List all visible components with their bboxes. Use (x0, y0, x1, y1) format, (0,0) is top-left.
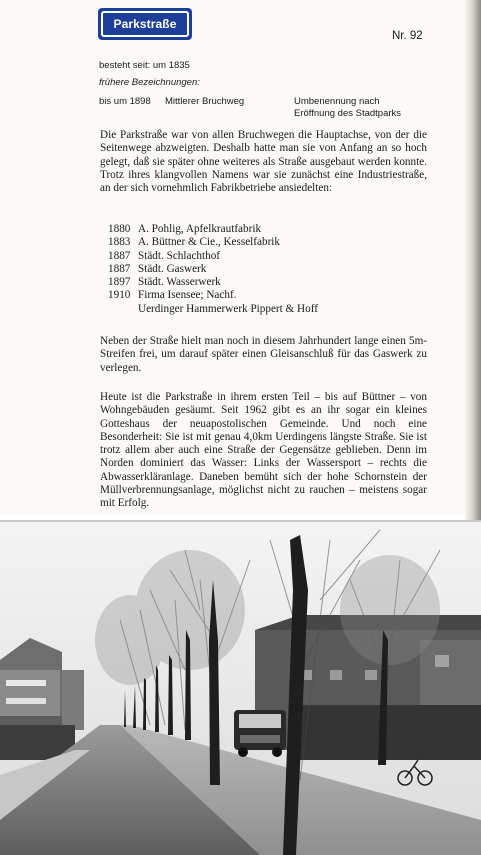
since-line: besteht seit: um 1835 (99, 60, 190, 71)
street-name: Parkstraße (113, 17, 177, 31)
list-item: 1887 Städt. Schlachthof (108, 249, 221, 262)
renaming-line-2: Eröffnung des Stadtparks (294, 108, 402, 119)
list-item-continuation: Uerdinger Hammerwerk Pippert & Hoff (138, 302, 318, 315)
renaming-line-1: Umbenennung nach (294, 96, 380, 107)
list-item: 1897 Städt. Wasserwerk (108, 276, 221, 289)
former-period: bis um 1898 (99, 96, 151, 107)
list-item: 1883 A. Büttner & Cie., Kesselfabrik (108, 236, 280, 249)
former-name: Mittlerer Bruchweg (165, 96, 245, 107)
list-item: 1910 Firma Isensee; Nachf. (108, 289, 237, 302)
paragraph-today: Heute ist die Parkstraße in ihrem ersten Teil – bis auf Büttner – von Wohngebäuden gesäumt. Seit 1962 gibt es an ihr sogar ein kleines Gotteshaus der neuapostolischen Gemeinde. Und noch eine Besonderheit: Sie ist mit genau 4,0km Uerdingens längste Straße. Sie ist trotz allem aber auch eine Straße der Gegensätze geblieben. Denn im Norden dominiert das Wasser: Links der Wassersport – rechts die Abwasserkläranlage. Daneben bemüht sich der hohe Schornstein der Müllverbrennungsanlage, möglichst nicht zu rauchen – meistens sogar mit Erfolg. (100, 391, 427, 510)
page-number: Nr. 92 (392, 30, 423, 42)
paragraph-intro: Die Parkstraße war von allen Bruchwegen die Hauptachse, von der die Seitenwege abzweigten. Deshalb hatte man sie von Anfang an so hoch gelegt, daß sie später ohne weiteres als Straße ausgebaut werden konnte. Trotz ihres klangvollen Namens war sie zunächst eine Industriestraße, an der sich vornehmlich Fabrikbetriebe ansiedelten: (100, 129, 427, 195)
paragraph-railway: Neben der Straße hielt man noch in diesem Jahrhundert lange einen 5m-Streifen frei, um darauf später einen Gleisanschluß für das Gaswerk zu verlegen. (100, 335, 427, 374)
former-names-label: frühere Bezeichnungen: (99, 77, 200, 88)
truck-illustration (234, 710, 286, 757)
page-gutter-shadow (465, 0, 481, 520)
list-item: 1880 A. Pohlig, Apfelkrautfabrik (108, 223, 262, 235)
company-list (108, 223, 438, 316)
street-photograph (0, 520, 481, 855)
street-name-sign (98, 8, 192, 40)
list-item: 1887 Städt. Gaswerk (108, 262, 207, 275)
